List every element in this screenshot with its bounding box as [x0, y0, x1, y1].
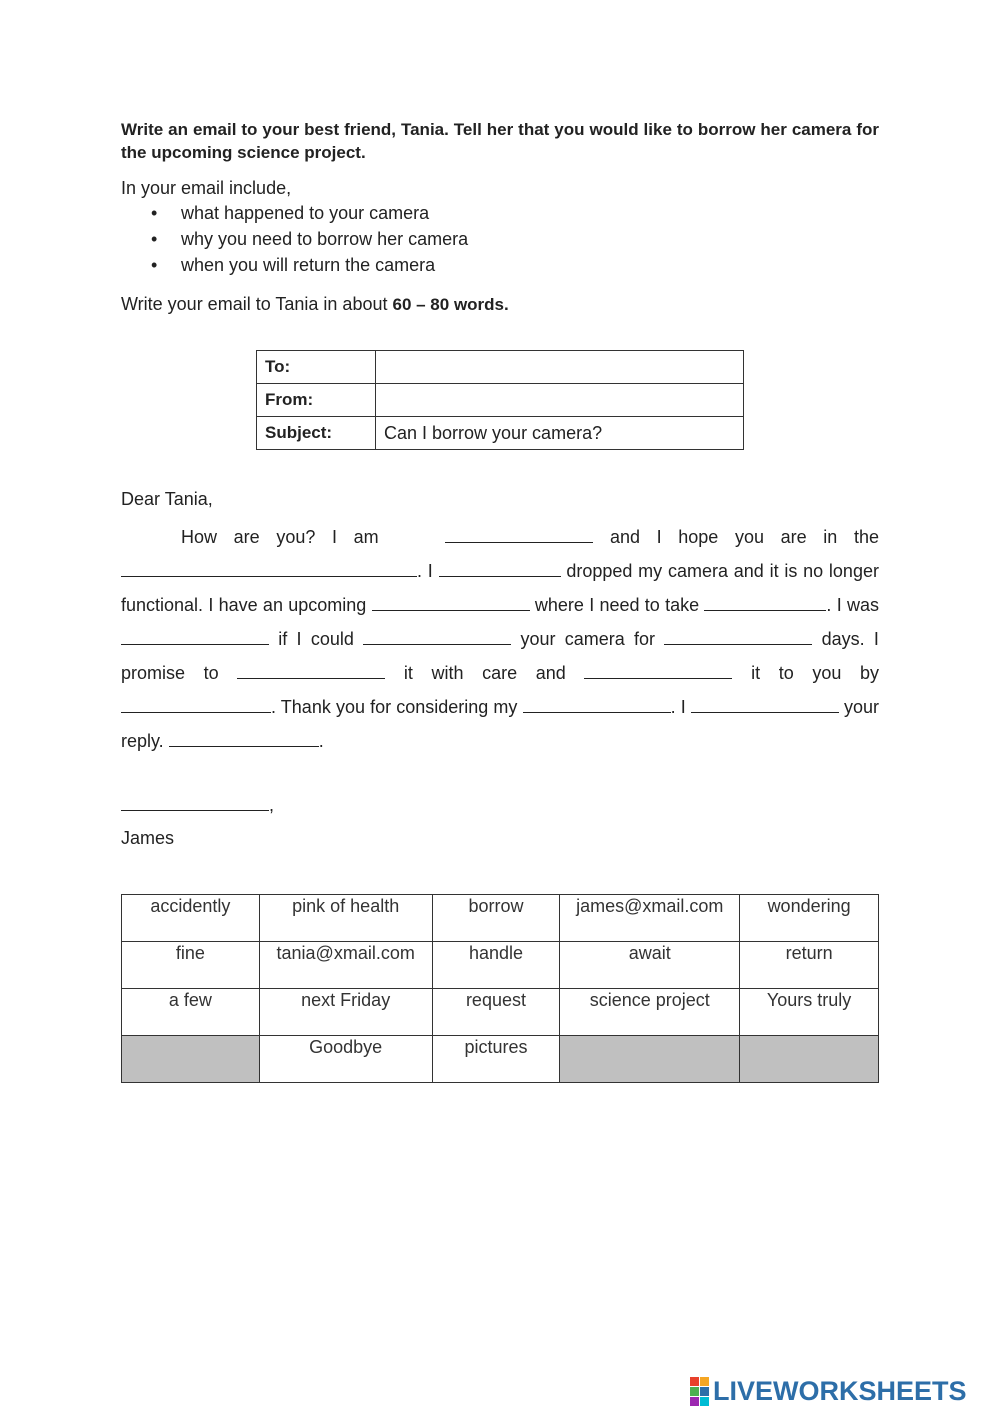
blank-12[interactable] [523, 694, 671, 713]
word-bank-cell[interactable]: handle [432, 942, 560, 989]
signoff-punct: , [269, 795, 275, 815]
word-bank-cell[interactable]: request [432, 989, 560, 1036]
letter-text: it with care and [403, 663, 566, 683]
word-bank-cell[interactable]: tania@xmail.com [259, 942, 432, 989]
instructions-section [121, 118, 879, 317]
word-count-instruction [121, 292, 879, 317]
letter-text: How are you? I am [181, 527, 379, 547]
word-bank-cell[interactable]: await [560, 942, 740, 989]
to-label: To: [257, 351, 376, 384]
blank-13[interactable] [691, 694, 839, 713]
logo-square [690, 1377, 699, 1386]
word-bank-cell[interactable]: james@xmail.com [560, 895, 740, 942]
word-bank-cell[interactable]: next Friday [259, 989, 432, 1036]
word-bank-cell[interactable]: return [740, 942, 879, 989]
blank-10[interactable] [584, 660, 732, 679]
blank-11[interactable] [121, 694, 271, 713]
word-bank-cell[interactable]: fine [122, 942, 260, 989]
letter-paragraph [121, 520, 879, 758]
subject-value: Can I borrow your camera? [376, 417, 744, 450]
blank-4[interactable] [372, 592, 530, 611]
letter-text: . I [670, 697, 686, 717]
letter-text: it to you by [751, 663, 879, 683]
blank-8[interactable] [664, 626, 812, 645]
brand-text: LIVEWORKSHEETS [713, 1375, 967, 1406]
letter-text: . I was [826, 595, 879, 615]
letter-text: . I [417, 561, 433, 581]
table-row [257, 417, 744, 450]
blank-6[interactable] [121, 626, 269, 645]
letter-text: your camera for [520, 629, 656, 649]
word-bank-table [121, 894, 879, 1083]
word-bank-cell[interactable]: pictures [432, 1036, 560, 1083]
letter-text: and I hope you are in the [609, 527, 879, 547]
shaded-cell [740, 1036, 879, 1083]
word-bank-cell[interactable]: science project [560, 989, 740, 1036]
word-bank-cell[interactable]: Yours truly [740, 989, 879, 1036]
table-row [122, 895, 879, 942]
logo-square [700, 1377, 709, 1386]
from-label: From: [257, 384, 376, 417]
email-header-table [256, 350, 744, 450]
list-item: • what happened to your camera [181, 200, 879, 226]
letter-text: days. I promise to [121, 629, 879, 683]
liveworksheets-brand [690, 1376, 967, 1406]
list-item: • when you will return the camera [181, 252, 879, 278]
greeting: Dear Tania, [121, 489, 213, 509]
letter-text: if I could [278, 629, 354, 649]
word-count-prefix: Write your email to Tania in about [121, 294, 388, 314]
liveworksheets-logo-icon [690, 1377, 709, 1406]
word-bank-cell[interactable]: pink of health [259, 895, 432, 942]
signoff-blank[interactable] [121, 792, 269, 811]
logo-square [690, 1397, 699, 1406]
signoff-line [121, 792, 274, 816]
list-item: • why you need to borrow her camera [181, 226, 879, 252]
word-count-value: 60 – 80 words. [392, 295, 509, 314]
letter-text: . [318, 731, 324, 751]
letter-text: . Thank you for considering my [271, 697, 518, 717]
letter-text: your reply. [121, 697, 879, 751]
word-bank-cell[interactable]: wondering [740, 895, 879, 942]
shaded-cell [122, 1036, 260, 1083]
table-row [257, 384, 744, 417]
blank-1[interactable] [445, 524, 593, 543]
table-row [122, 942, 879, 989]
letter-body [121, 486, 879, 758]
logo-square [700, 1397, 709, 1406]
task-instruction: Write an email to your best friend, Tania. Tell her that you would like to borrow her camera for the upcoming science project. [121, 120, 879, 162]
word-bank-cell[interactable]: accidently [122, 895, 260, 942]
blank-3[interactable] [439, 558, 561, 577]
include-intro: In your email include, [121, 178, 292, 198]
blank-5[interactable] [704, 592, 826, 611]
word-bank-cell[interactable]: Goodbye [259, 1036, 432, 1083]
blank-14[interactable] [169, 728, 319, 747]
signature: James [121, 828, 175, 848]
blank-2[interactable] [121, 558, 417, 577]
table-row [257, 351, 744, 384]
shaded-cell [560, 1036, 740, 1083]
logo-square [700, 1387, 709, 1396]
blank-9[interactable] [237, 660, 385, 679]
to-field[interactable] [376, 351, 744, 384]
logo-square [690, 1387, 699, 1396]
letter-text: where I need to take [534, 595, 700, 615]
table-row [122, 1036, 879, 1083]
subject-label: Subject: [257, 417, 376, 450]
word-bank-cell[interactable]: borrow [432, 895, 560, 942]
from-field[interactable] [376, 384, 744, 417]
word-bank-cell[interactable]: a few [122, 989, 260, 1036]
include-points-list [121, 200, 879, 278]
table-row [122, 989, 879, 1036]
blank-7[interactable] [363, 626, 511, 645]
letter-text: dropped my camera and it is no longer functional. I have an upcoming [121, 561, 879, 615]
